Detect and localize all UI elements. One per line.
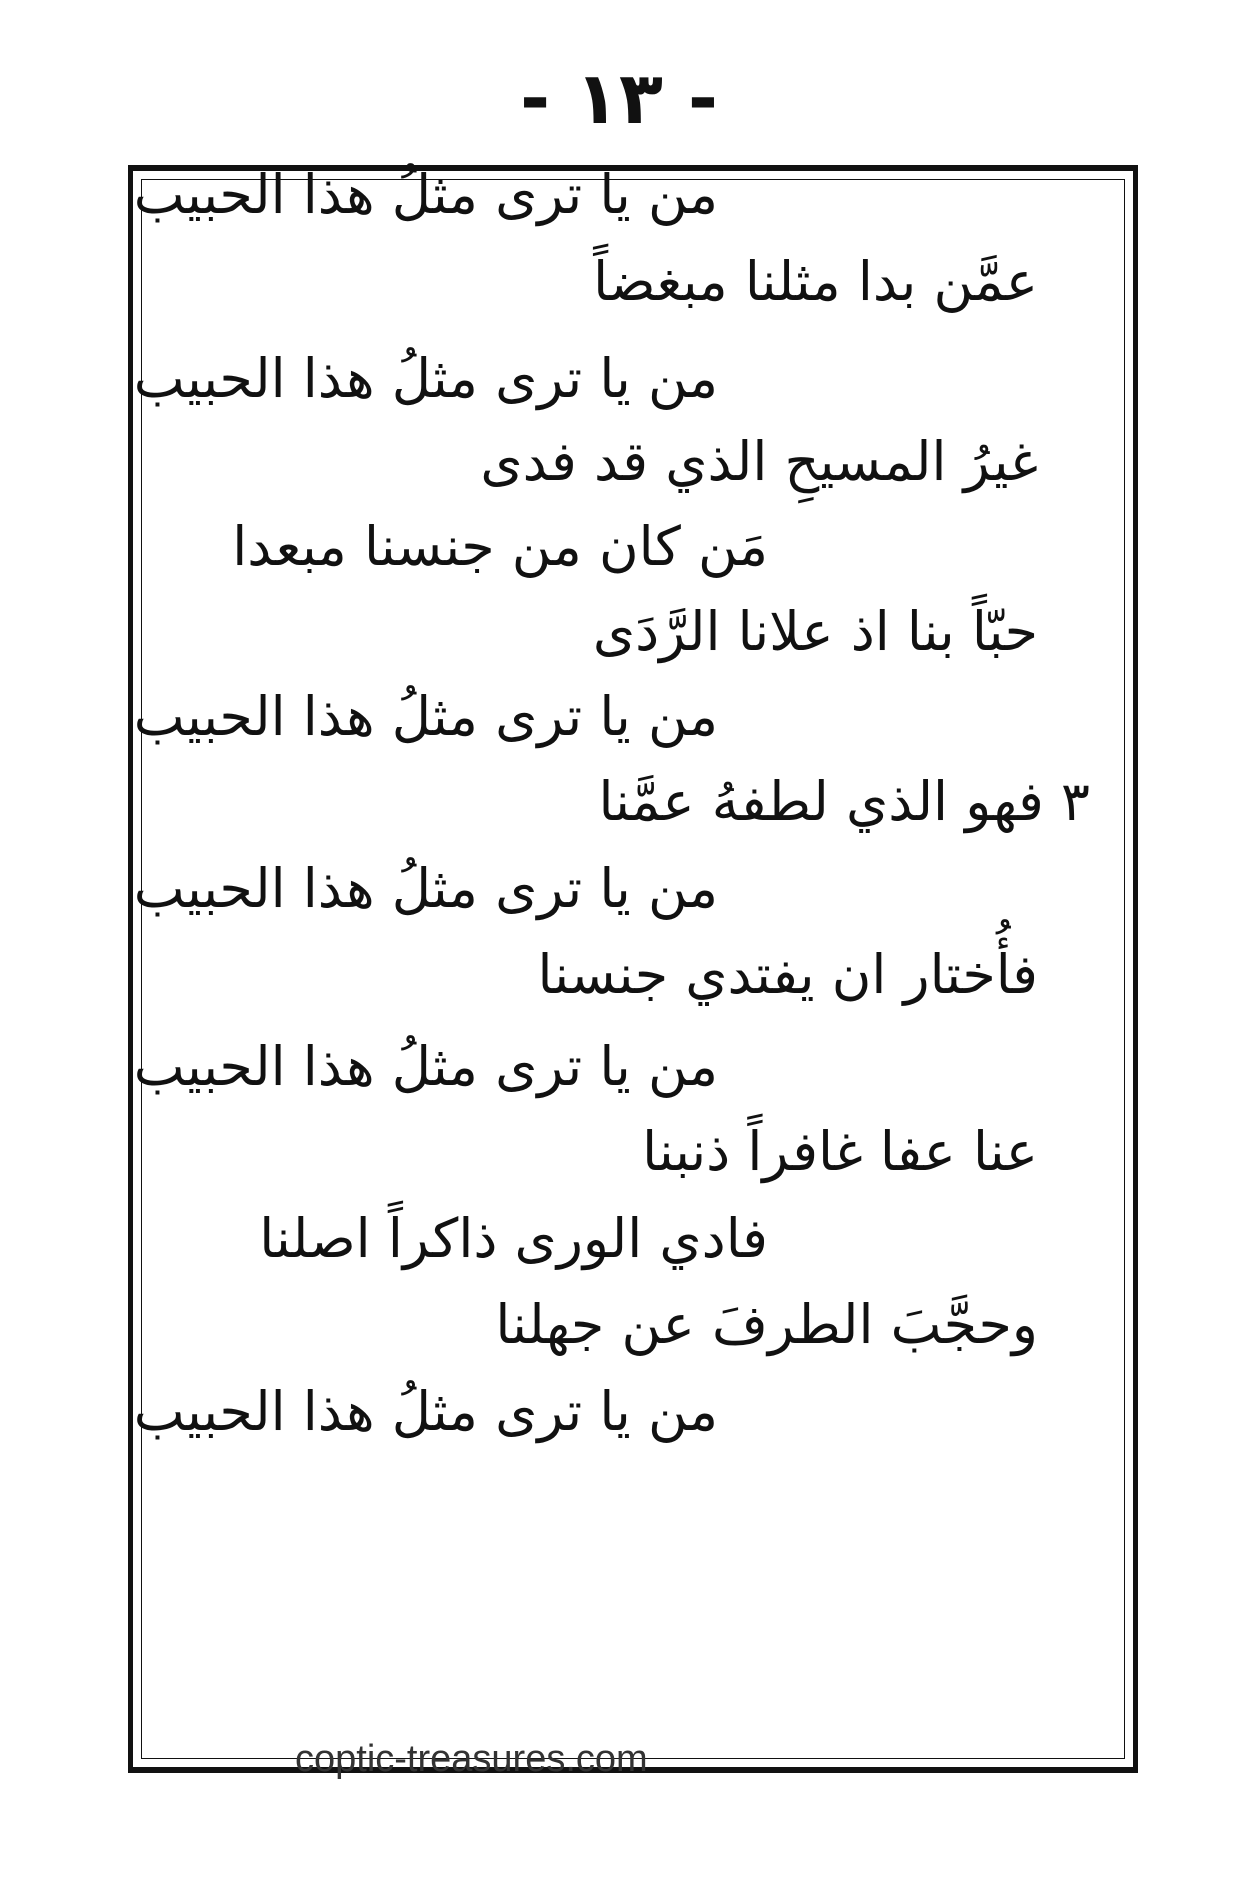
poem-line: غيرُ المسيحِ الذي قد فدى [480, 430, 1038, 493]
poem-line: من يا ترى مثلُ هذا الحبيب [133, 347, 718, 410]
page-number: - ١٣ - [520, 56, 718, 140]
poem-line: من يا ترى مثلُ هذا الحبيب [133, 163, 718, 226]
poem-line: ٣ فهو الذي لطفهُ عمَّنا [598, 770, 1090, 833]
poem-line: من يا ترى مثلُ هذا الحبيب [133, 857, 718, 920]
poem-line: من يا ترى مثلُ هذا الحبيب [133, 1035, 718, 1098]
poem-line: فأُختار ان يفتدي جنسنا [537, 943, 1038, 1006]
poem-line: وحجَّبَ الطرفَ عن جهلنا [495, 1293, 1038, 1356]
poem-line: عمَّن بدا مثلنا مبغضاً [593, 250, 1038, 313]
poem-line: فادي الورى ذاكراً اصلنا [259, 1207, 768, 1270]
poem-line: مَن كان من جنسنا مبعدا [232, 515, 768, 578]
watermark-text: coptic-treasures.com [295, 1738, 648, 1780]
poem-line: حبّاً بنا اذ علانا الرَّدَى [592, 600, 1038, 663]
poem-line: عنا عفا غافراً ذنبنا [642, 1120, 1038, 1183]
poem-line: من يا ترى مثلُ هذا الحبيب [133, 685, 718, 748]
poem-line: من يا ترى مثلُ هذا الحبيب [133, 1380, 718, 1443]
